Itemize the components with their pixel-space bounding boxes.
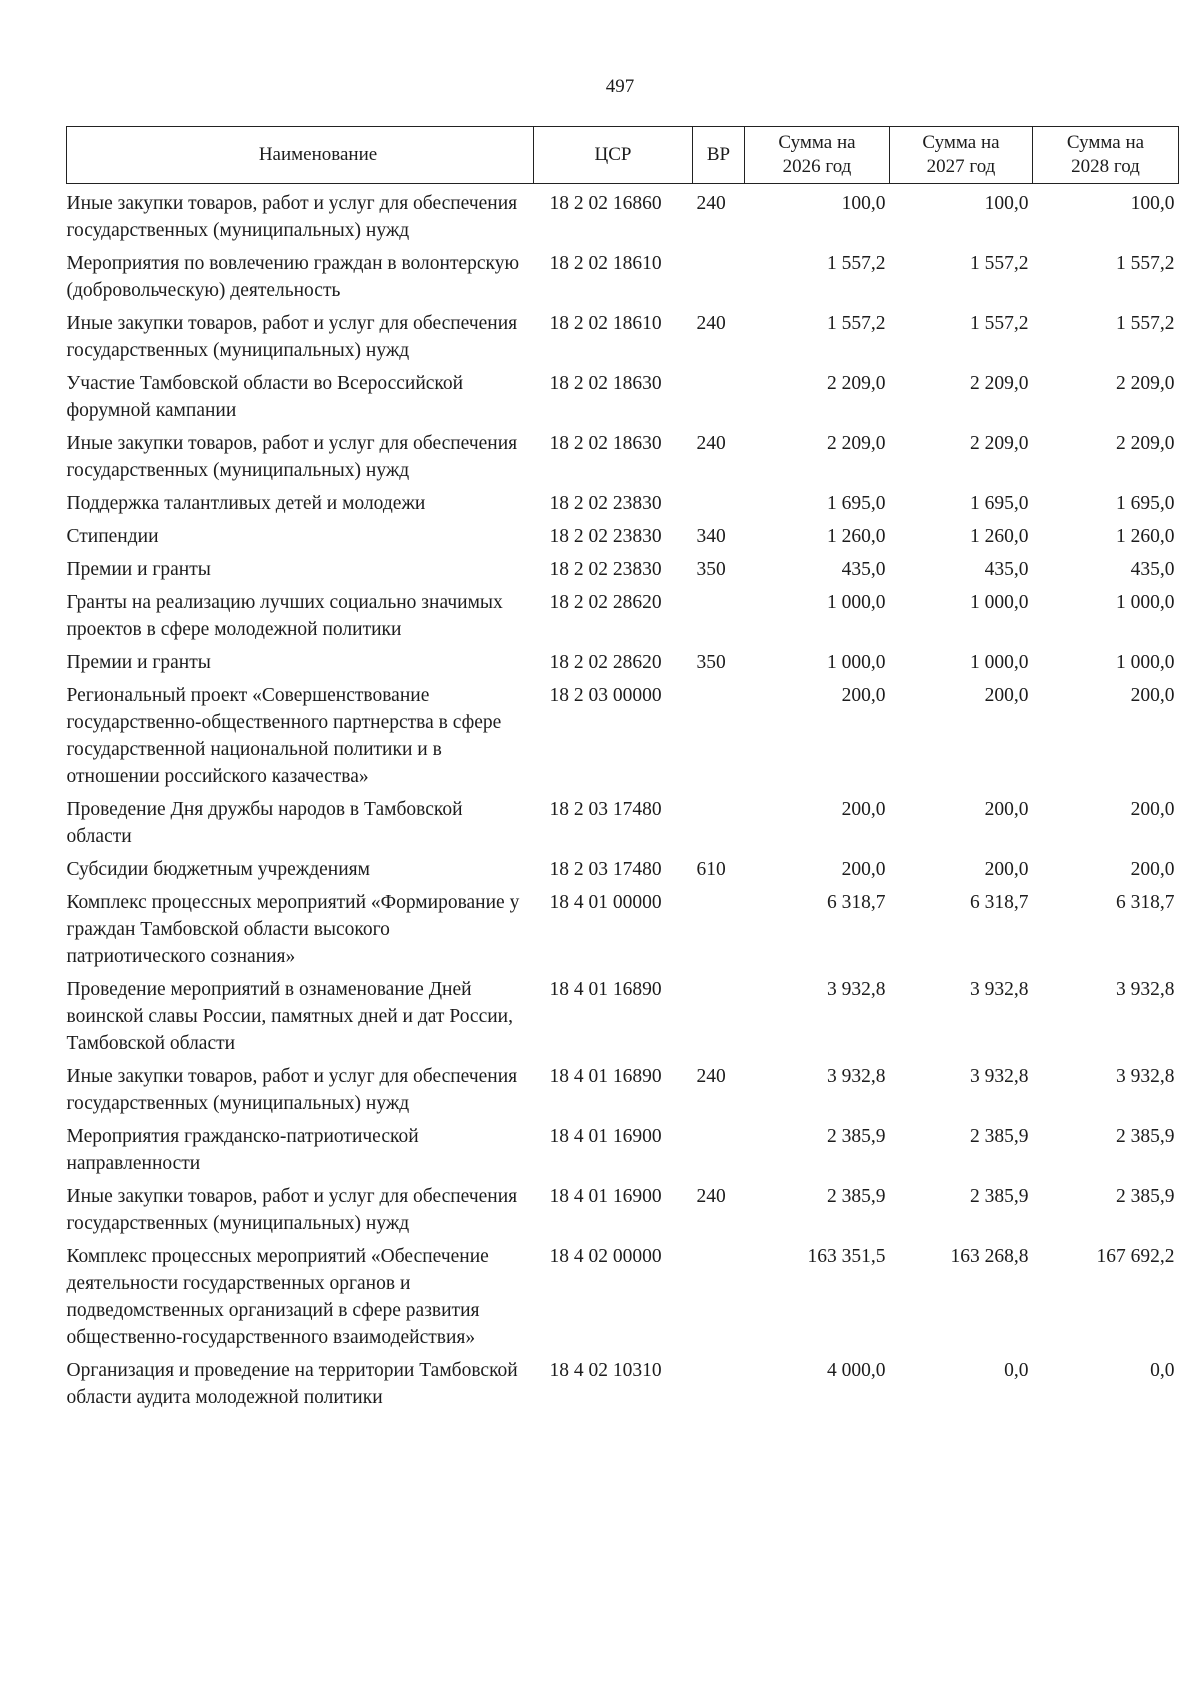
header-sum-2027 — [890, 127, 1033, 184]
row-sum-2026: 200,0 — [841, 799, 886, 820]
row-csr: 18 2 02 28620 — [549, 652, 662, 673]
row-name: Мероприятия по вовлечению граждан в волонтерскую (добровольческую) деятельность — [66, 253, 520, 301]
row-sum-2027: 1 000,0 — [970, 592, 1029, 613]
row-vr — [693, 586, 745, 646]
row-sum-2027: 1 000,0 — [970, 652, 1029, 673]
row-name: Участие Тамбовской области во Всероссийской форумной кампании — [66, 373, 464, 421]
table-row — [67, 367, 1179, 427]
table-row — [67, 520, 1179, 553]
row-sum-2026: 2 209,0 — [827, 373, 886, 394]
row-sum-2028: 167 692,2 — [1096, 1246, 1175, 1267]
row-sum-2028: 2 385,9 — [1116, 1186, 1175, 1207]
row-vr: 240 — [696, 1186, 726, 1207]
row-name: Проведение Дня дружбы народов в Тамбовской области — [66, 799, 463, 847]
table-body — [67, 184, 1179, 1415]
row-sum-2027: 200,0 — [984, 685, 1029, 706]
row-csr: 18 4 02 10310 — [549, 1360, 662, 1381]
budget-table — [66, 126, 1179, 1414]
row-name: Мероприятия гражданско-патриотической направленности — [66, 1126, 419, 1174]
row-sum-2028: 6 318,7 — [1116, 892, 1175, 913]
row-sum-2028: 200,0 — [1130, 685, 1175, 706]
row-csr: 18 2 02 18630 — [549, 373, 662, 394]
row-name: Иные закупки товаров, работ и услуг для обеспечения государственных (муниципальных) нужд — [66, 313, 518, 361]
row-csr: 18 4 01 16890 — [549, 979, 662, 1000]
row-sum-2027: 2 385,9 — [970, 1126, 1029, 1147]
row-sum-2026: 3 932,8 — [827, 1066, 886, 1087]
row-sum-2027: 2 209,0 — [970, 433, 1029, 454]
row-sum-2027: 1 695,0 — [970, 493, 1029, 514]
row-sum-2026: 435,0 — [841, 559, 886, 580]
header-vr: ВР — [693, 127, 745, 184]
row-sum-2026: 2 385,9 — [827, 1186, 886, 1207]
row-sum-2027: 1 260,0 — [970, 526, 1029, 547]
row-sum-2028: 1 557,2 — [1116, 313, 1175, 334]
table-row — [67, 1180, 1179, 1240]
row-sum-2027: 1 557,2 — [970, 253, 1029, 274]
table-row — [67, 1240, 1179, 1354]
row-sum-2028: 100,0 — [1130, 193, 1175, 214]
table-row — [67, 1060, 1179, 1120]
row-sum-2026: 1 000,0 — [827, 652, 886, 673]
row-sum-2027: 0,0 — [1004, 1360, 1029, 1381]
table-header — [67, 127, 1179, 184]
table-row — [67, 646, 1179, 679]
row-sum-2026: 1 557,2 — [827, 253, 886, 274]
row-csr: 18 2 03 17480 — [549, 859, 662, 880]
row-csr: 18 2 02 23830 — [549, 493, 662, 514]
row-sum-2027: 3 932,8 — [970, 979, 1029, 1000]
row-sum-2027: 435,0 — [984, 559, 1029, 580]
row-sum-2028: 1 260,0 — [1116, 526, 1175, 547]
row-sum-2028: 2 385,9 — [1116, 1126, 1175, 1147]
row-sum-2026: 100,0 — [841, 193, 886, 214]
row-name: Иные закупки товаров, работ и услуг для обеспечения государственных (муниципальных) нужд — [66, 433, 518, 481]
row-vr: 240 — [696, 1066, 726, 1087]
row-csr: 18 2 02 23830 — [549, 559, 662, 580]
table-row — [67, 973, 1179, 1060]
row-sum-2028: 200,0 — [1130, 859, 1175, 880]
row-sum-2026: 200,0 — [841, 685, 886, 706]
row-csr: 18 2 02 23830 — [549, 526, 662, 547]
row-csr: 18 4 01 16890 — [549, 1066, 662, 1087]
page-number: 497 — [605, 76, 635, 97]
row-vr — [693, 487, 745, 520]
row-vr: 240 — [696, 433, 726, 454]
header-csr: ЦСР — [534, 127, 693, 184]
row-name: Региональный проект «Совершенствование государственно-общественного партнерства в сфере государственной национальной политики и в отношении российского казачества» — [66, 685, 502, 787]
header-sum-2028-line2: 2028 год — [1071, 156, 1140, 177]
row-sum-2026: 163 351,5 — [807, 1246, 886, 1267]
row-csr: 18 4 01 16900 — [549, 1126, 662, 1147]
row-sum-2028: 1 557,2 — [1116, 253, 1175, 274]
row-sum-2027: 2 209,0 — [970, 373, 1029, 394]
row-sum-2028: 3 932,8 — [1116, 979, 1175, 1000]
row-name: Организация и проведение на территории Тамбовской области аудита молодежной политики — [66, 1360, 518, 1408]
row-sum-2028: 0,0 — [1150, 1360, 1175, 1381]
table-row — [67, 307, 1179, 367]
row-sum-2026: 200,0 — [841, 859, 886, 880]
row-sum-2026: 1 260,0 — [827, 526, 886, 547]
row-sum-2028: 1 000,0 — [1116, 652, 1175, 673]
row-name: Иные закупки товаров, работ и услуг для обеспечения государственных (муниципальных) нужд — [66, 1066, 518, 1114]
row-sum-2026: 2 385,9 — [827, 1126, 886, 1147]
row-sum-2028: 435,0 — [1130, 559, 1175, 580]
row-csr: 18 2 03 17480 — [549, 799, 662, 820]
row-sum-2027: 6 318,7 — [970, 892, 1029, 913]
row-sum-2026: 3 932,8 — [827, 979, 886, 1000]
row-sum-2026: 1 695,0 — [827, 493, 886, 514]
row-sum-2027: 3 932,8 — [970, 1066, 1029, 1087]
row-name: Субсидии бюджетным учреждениям — [66, 859, 370, 880]
table-row — [67, 679, 1179, 793]
row-csr: 18 2 02 16860 — [549, 193, 662, 214]
row-sum-2026: 6 318,7 — [827, 892, 886, 913]
row-vr — [693, 247, 745, 307]
row-name: Иные закупки товаров, работ и услуг для обеспечения государственных (муниципальных) нужд — [66, 193, 518, 241]
row-vr: 340 — [696, 526, 726, 547]
table-row — [67, 886, 1179, 973]
row-sum-2027: 1 557,2 — [970, 313, 1029, 334]
row-vr — [693, 1354, 745, 1414]
row-sum-2028: 1 000,0 — [1116, 592, 1175, 613]
row-csr: 18 2 02 18610 — [549, 253, 662, 274]
row-sum-2028: 2 209,0 — [1116, 373, 1175, 394]
table-row — [67, 586, 1179, 646]
table-row — [67, 487, 1179, 520]
table-row — [67, 184, 1179, 248]
row-csr: 18 4 01 16900 — [549, 1186, 662, 1207]
row-vr: 350 — [696, 559, 726, 580]
row-name: Премии и гранты — [66, 652, 211, 673]
header-sum-2027-line2: 2027 год — [926, 156, 996, 177]
row-name: Проведение мероприятий в ознаменование Дней воинской славы России, памятных дней и дат России, Тамбовской области — [66, 979, 513, 1054]
table-row — [67, 1354, 1179, 1414]
row-sum-2027: 100,0 — [984, 193, 1029, 214]
header-sum-2028-line1: Сумма на — [1066, 132, 1145, 153]
header-sum-2026 — [745, 127, 890, 184]
row-sum-2027: 2 385,9 — [970, 1186, 1029, 1207]
table-row — [67, 427, 1179, 487]
row-name: Премии и гранты — [66, 559, 211, 580]
row-vr: 240 — [696, 193, 726, 214]
row-sum-2027: 200,0 — [984, 859, 1029, 880]
row-vr — [693, 793, 745, 853]
header-sum-2027-line1: Сумма на — [922, 132, 1000, 153]
header-sum-2026-line1: Сумма на — [778, 132, 856, 153]
row-csr: 18 2 02 28620 — [549, 592, 662, 613]
row-vr: 240 — [696, 313, 726, 334]
row-vr — [693, 973, 745, 1060]
row-name: Комплекс процессных мероприятий «Формирование у граждан Тамбовской области высокого патриотического сознания» — [66, 892, 520, 967]
row-sum-2026: 1 557,2 — [827, 313, 886, 334]
table-row — [67, 553, 1179, 586]
header-sum-2028 — [1033, 127, 1179, 184]
row-csr: 18 4 02 00000 — [549, 1246, 662, 1267]
row-name: Комплекс процессных мероприятий «Обеспечение деятельности государственных органов и подведомственных организаций в сфере развития общественно-государственного взаимодействия» — [66, 1246, 489, 1348]
row-sum-2026: 2 209,0 — [827, 433, 886, 454]
row-sum-2027: 200,0 — [984, 799, 1029, 820]
row-vr — [693, 886, 745, 973]
table-row — [67, 247, 1179, 307]
row-vr — [693, 1120, 745, 1180]
row-vr: 350 — [696, 652, 726, 673]
row-sum-2027: 163 268,8 — [950, 1246, 1029, 1267]
row-csr: 18 2 02 18610 — [549, 313, 662, 334]
row-sum-2028: 200,0 — [1130, 799, 1175, 820]
row-name: Гранты на реализацию лучших социально значимых проектов в сфере молодежной политики — [66, 592, 503, 640]
row-name: Иные закупки товаров, работ и услуг для обеспечения государственных (муниципальных) нужд — [66, 1186, 518, 1234]
row-csr: 18 2 02 18630 — [549, 433, 662, 454]
table-row — [67, 853, 1179, 886]
row-name: Поддержка талантливых детей и молодежи — [66, 493, 426, 514]
row-csr: 18 2 03 00000 — [549, 685, 662, 706]
row-csr: 18 4 01 00000 — [549, 892, 662, 913]
row-vr — [693, 1240, 745, 1354]
row-vr — [693, 679, 745, 793]
header-sum-2026-line2: 2026 год — [782, 156, 852, 177]
row-sum-2026: 1 000,0 — [827, 592, 886, 613]
table-row — [67, 1120, 1179, 1180]
row-vr: 610 — [696, 859, 726, 880]
row-vr — [693, 367, 745, 427]
table-row — [67, 793, 1179, 853]
row-sum-2028: 2 209,0 — [1116, 433, 1175, 454]
row-name: Стипендии — [66, 526, 159, 547]
row-sum-2028: 1 695,0 — [1116, 493, 1175, 514]
row-sum-2026: 4 000,0 — [827, 1360, 886, 1381]
header-name: Наименование — [67, 127, 534, 184]
row-sum-2028: 3 932,8 — [1116, 1066, 1175, 1087]
